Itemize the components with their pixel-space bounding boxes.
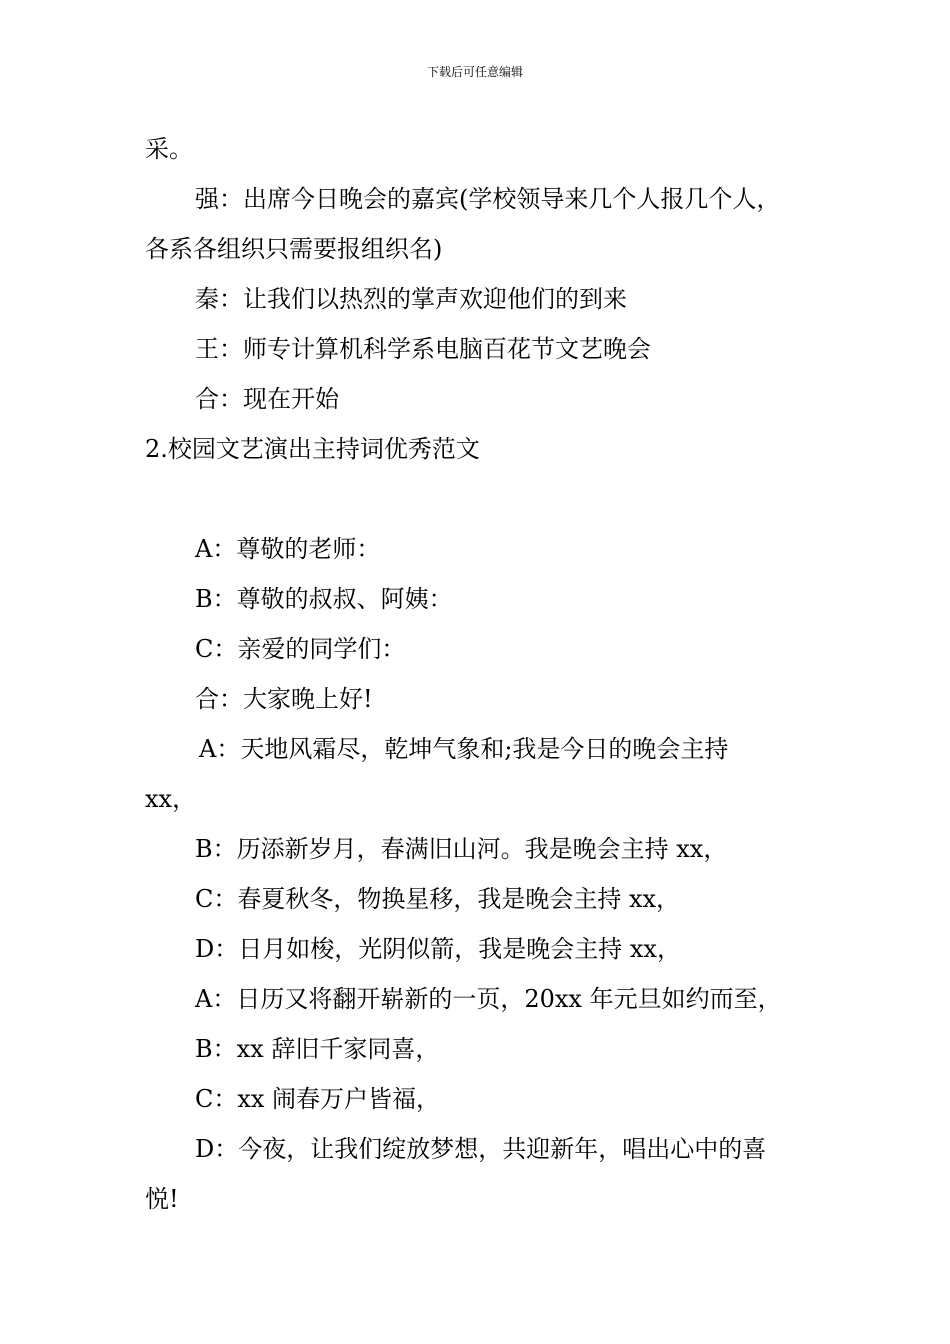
paragraph-line: 合：大家晚上好!	[195, 685, 373, 713]
paragraph-line: 悦!	[145, 1185, 179, 1213]
paragraph-line: C：亲爱的同学们：	[195, 635, 406, 663]
page-header: 下载后可任意编辑	[426, 65, 523, 79]
paragraph-line: xx，	[145, 785, 197, 813]
paragraph-line: C：xx 闹春万户皆福，	[195, 1085, 441, 1113]
section-heading: 2.校园文艺演出主持词优秀范文	[145, 435, 480, 463]
paragraph-line: B：xx 辞旧千家同喜，	[195, 1035, 440, 1063]
paragraph-line: A：尊敬的老师：	[195, 535, 381, 563]
paragraph-line: B：历添新岁月，春满旧山河。我是晚会主持 xx，	[195, 835, 728, 863]
paragraph-line: D：今夜，让我们绽放梦想，共迎新年，唱出心中的喜	[195, 1135, 767, 1163]
blank-line	[145, 474, 825, 524]
paragraph-line: 强：出席今日晚会的嘉宾(学校领导来几个人报几个人，	[195, 185, 781, 213]
paragraph-line: 采。	[145, 135, 193, 163]
paragraph-line: D：日月如梭，光阴似箭，我是晚会主持 xx，	[195, 935, 681, 963]
paragraph-line: A：日历又将翻开崭新的一页，20xx 年元旦如约而至，	[195, 985, 782, 1013]
paragraph-line: A：天地风霜尽，乾坤气象和;我是今日的晚会主持	[199, 735, 729, 763]
paragraph-line: B：尊敬的叔叔、阿姨：	[195, 585, 453, 613]
paragraph-line: 合：现在开始	[195, 385, 339, 413]
paragraph-line: 各系各组织只需要报组织名)	[145, 235, 443, 263]
paragraph-line: 王：师专计算机科学系电脑百花节文艺晚会	[195, 335, 651, 363]
document-body	[145, 124, 825, 1224]
paragraph-line: 秦：让我们以热烈的掌声欢迎他们的到来	[195, 285, 627, 313]
paragraph-line: C：春夏秋冬，物换星移，我是晚会主持 xx，	[195, 885, 681, 913]
